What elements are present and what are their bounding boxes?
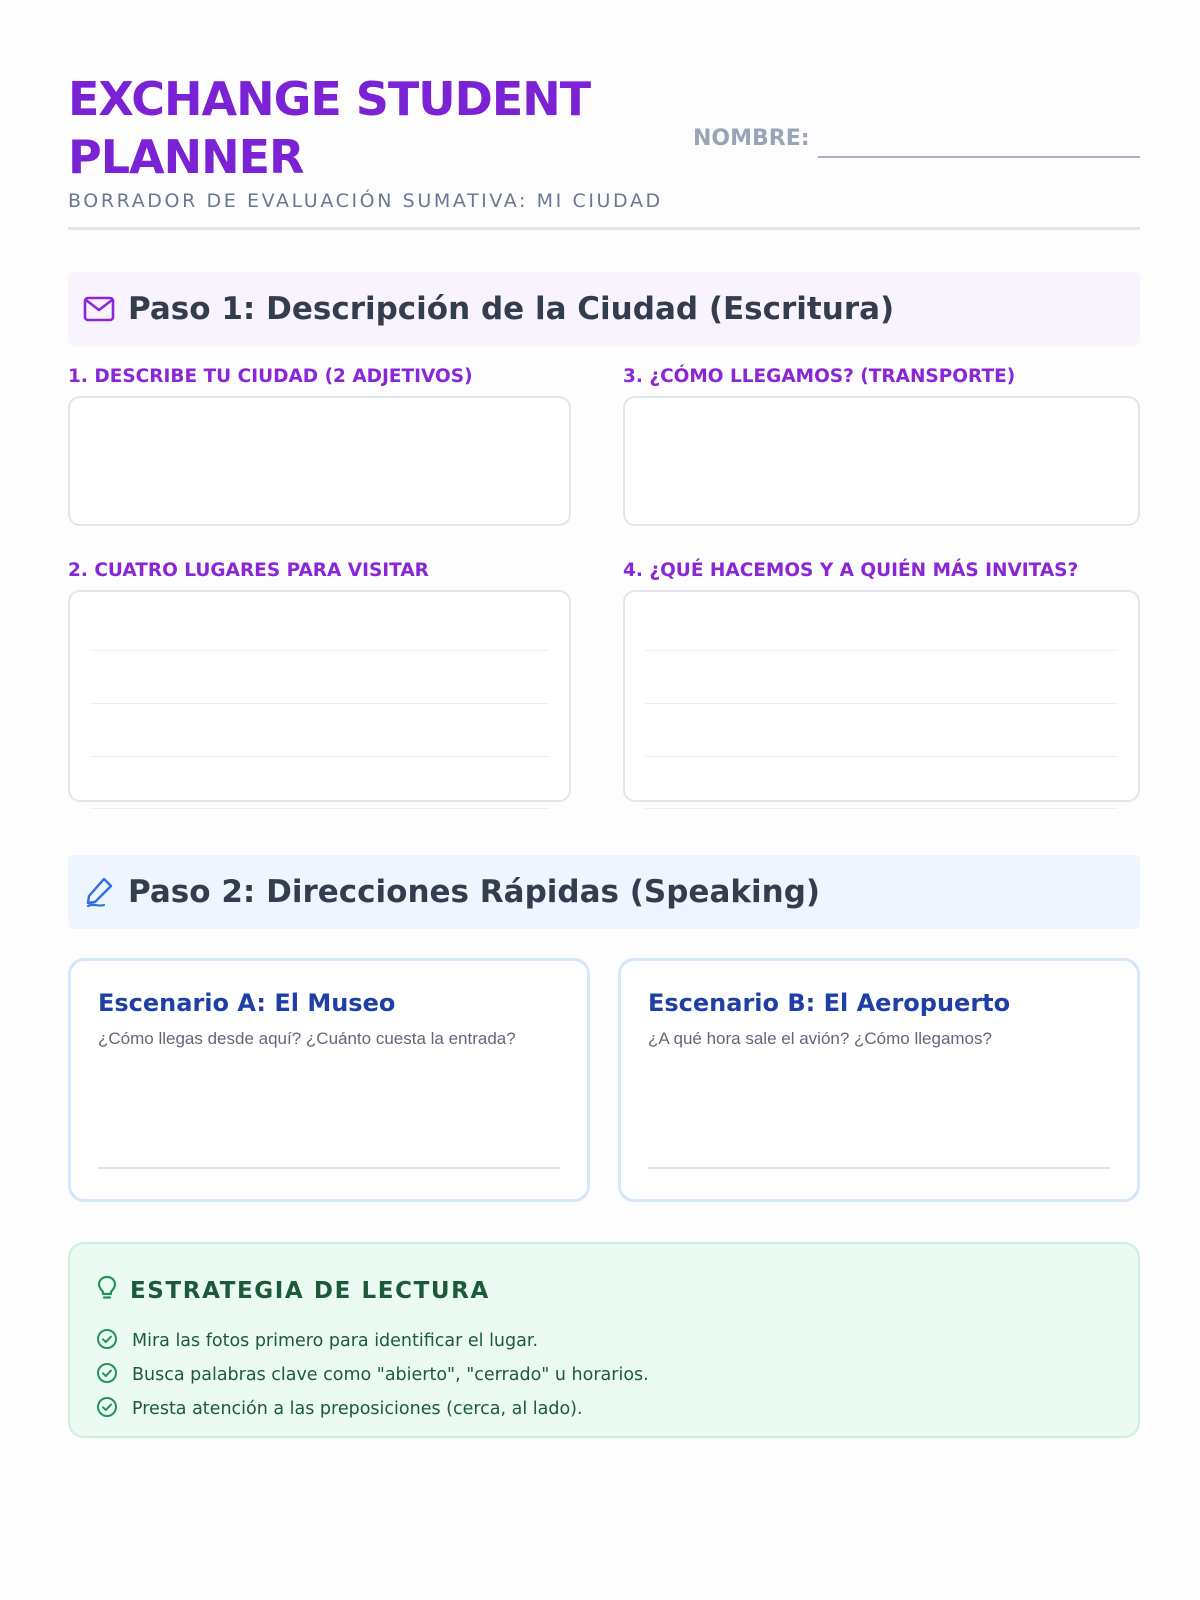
planner-page: [68, 70, 1140, 1419]
field-label-adjectives: 1. DESCRIBE TU CIUDAD (2 ADJETIVOS): [68, 366, 473, 387]
list-item: [96, 1392, 649, 1426]
scenario-question: ¿Cómo llegas desde aquí? ¿Cuánto cuesta la entrada?: [98, 1029, 516, 1048]
field-activities[interactable]: [623, 590, 1140, 802]
field-transport[interactable]: [623, 396, 1140, 526]
check-circle-icon: [96, 1328, 118, 1355]
name-field[interactable]: [818, 156, 1140, 158]
step2-header: [68, 855, 1140, 929]
check-circle-icon: [96, 1362, 118, 1389]
pen-icon: [82, 875, 116, 909]
lightbulb-icon: [96, 1274, 118, 1307]
reading-strategy-box: [68, 1242, 1140, 1438]
strategy-title: ESTRATEGIA DE LECTURA: [130, 1277, 490, 1304]
name-label: NOMBRE:: [693, 126, 810, 151]
strategy-header: [96, 1274, 490, 1307]
ruled-lines: [90, 592, 549, 810]
tip-text: Mira las fotos primero para identificar el lugar.: [132, 1331, 539, 1351]
field-label-transport: 3. ¿CÓMO LLEGAMOS? (TRANSPORTE): [623, 366, 1016, 387]
field-adjectives[interactable]: [68, 396, 571, 526]
tip-text: Busca palabras clave como "abierto", "cerrado" u horarios.: [132, 1365, 649, 1385]
check-circle-icon: [96, 1396, 118, 1423]
scenario-question: ¿A qué hora sale el avión? ¿Cómo llegamos?: [648, 1029, 992, 1048]
list-item: [96, 1358, 649, 1392]
strategy-tips: [96, 1324, 649, 1426]
field-label-activities: 4. ¿QUÉ HACEMOS Y A QUIÉN MÁS INVITAS?: [623, 560, 1079, 581]
scenario-card-museum[interactable]: [68, 958, 590, 1202]
page-subtitle: BORRADOR DE EVALUACIÓN SUMATIVA: MI CIUDAD: [68, 190, 663, 212]
field-places[interactable]: [68, 590, 571, 802]
scenario-card-airport[interactable]: [618, 958, 1140, 1202]
page-title: EXCHANGE STUDENT PLANNER: [68, 72, 591, 184]
answer-line: [648, 1167, 1110, 1169]
list-item: [96, 1324, 649, 1358]
step2-title: Paso 2: Direcciones Rápidas (Speaking): [128, 874, 821, 910]
scenario-title: Escenario A: El Museo: [98, 989, 396, 1017]
answer-line: [98, 1167, 560, 1169]
mail-icon: [82, 292, 116, 326]
scenario-title: Escenario B: El Aeropuerto: [648, 989, 1011, 1017]
step1-header: [68, 272, 1140, 346]
page-header: [68, 70, 1140, 230]
ruled-lines: [645, 592, 1118, 810]
name-block: [693, 126, 1140, 166]
field-label-places: 2. CUATRO LUGARES PARA VISITAR: [68, 560, 429, 581]
step1-title: Paso 1: Descripción de la Ciudad (Escritura): [128, 291, 895, 327]
tip-text: Presta atención a las preposiciones (cerca, al lado).: [132, 1399, 583, 1419]
